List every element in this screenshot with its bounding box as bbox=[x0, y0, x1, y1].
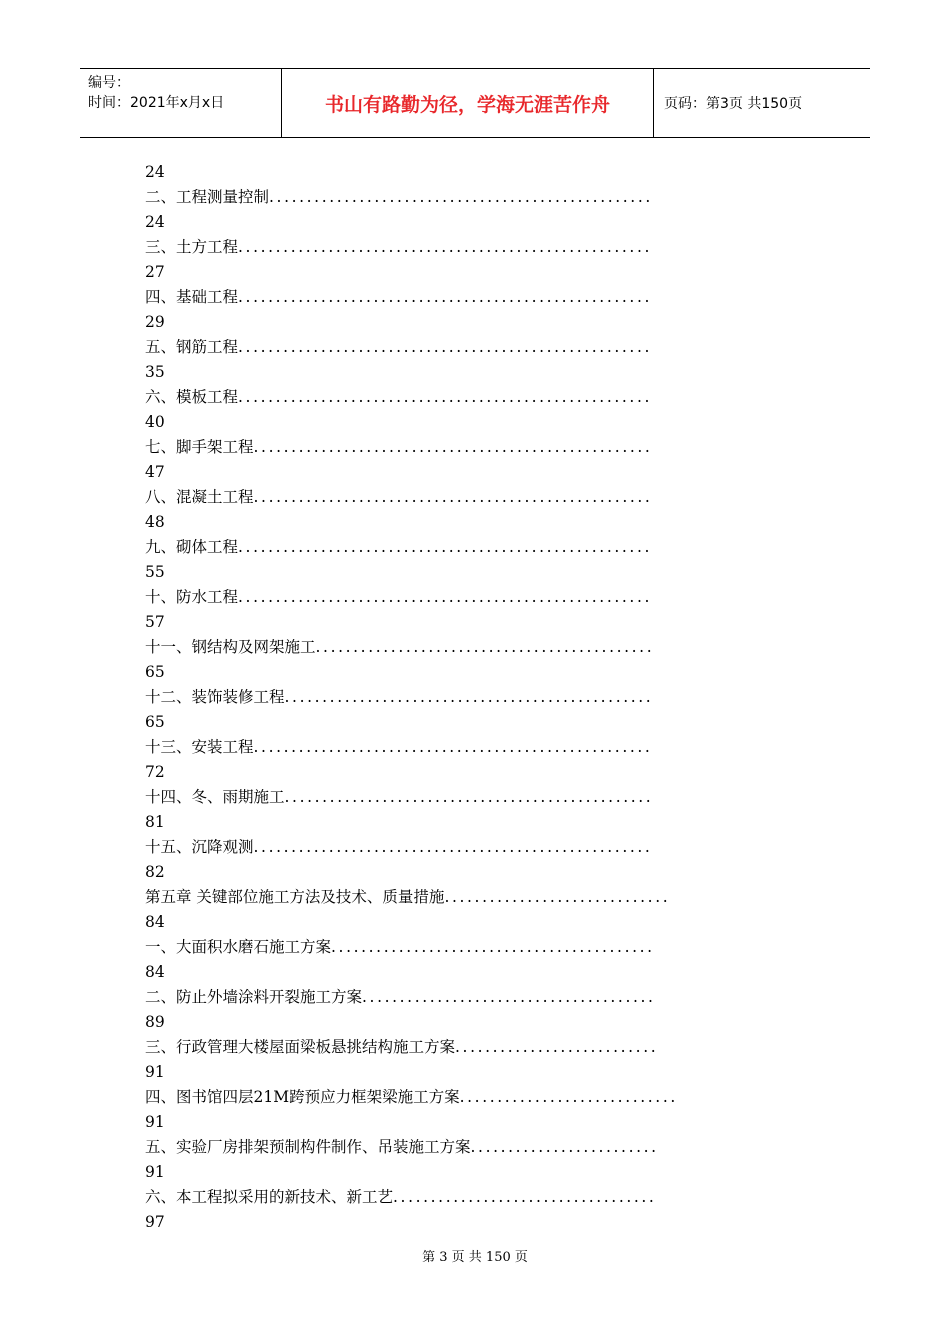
toc-entry bbox=[145, 435, 825, 485]
toc-entry-title: 六、本工程拟采用的新技术、新工艺 bbox=[145, 1188, 394, 1206]
toc-entry-title-line bbox=[145, 335, 825, 360]
toc-entry-title-line bbox=[145, 1135, 825, 1160]
toc-entry-page: 91 bbox=[145, 1163, 165, 1181]
toc-entry-page: 82 bbox=[145, 863, 165, 881]
toc-entry-title: 十一、钢结构及网架施工 bbox=[145, 638, 316, 656]
toc-entry bbox=[145, 1185, 825, 1235]
toc-entry bbox=[145, 535, 825, 585]
toc-entry-title-line bbox=[145, 385, 825, 410]
toc-top-page-number: 24 bbox=[145, 163, 165, 181]
toc-entry-title-line bbox=[145, 885, 825, 910]
toc-entry-page: 65 bbox=[145, 713, 165, 731]
toc-entry-leader: ......................... bbox=[470, 1138, 659, 1156]
toc-entry-title-line bbox=[145, 1185, 825, 1210]
toc-entry-page: 27 bbox=[145, 263, 165, 281]
toc-entry bbox=[145, 385, 825, 435]
toc-entry-page: 84 bbox=[145, 913, 165, 931]
toc-entry-title-line bbox=[145, 1035, 825, 1060]
toc-entry-title: 五、实验厂房排架预制构件制作、吊装施工方案 bbox=[145, 1138, 471, 1156]
page-header bbox=[80, 68, 870, 138]
toc-entries bbox=[145, 185, 825, 1235]
toc-entry bbox=[145, 935, 825, 985]
toc-entry-page: 65 bbox=[145, 663, 165, 681]
toc-entry-title: 四、基础工程 bbox=[145, 288, 239, 306]
toc-entry bbox=[145, 1085, 825, 1135]
toc-entry-title-line bbox=[145, 435, 825, 460]
toc-entry-title: 十、防水工程 bbox=[145, 588, 239, 606]
toc-entry-title: 十五、沉降观测 bbox=[145, 838, 254, 856]
toc-entry-leader: ....................................................... bbox=[238, 238, 653, 256]
toc-entry-page: 97 bbox=[145, 1213, 165, 1231]
header-slogan: 书山有路勤为径，学海无涯苦作舟 bbox=[282, 69, 654, 137]
table-of-contents bbox=[145, 160, 825, 1235]
toc-entry-title: 第五章 关键部位施工方法及技术、质量措施 bbox=[145, 888, 445, 906]
toc-entry-title-line bbox=[145, 985, 825, 1010]
toc-entry-title: 二、防止外墙涂料开裂施工方案 bbox=[145, 988, 363, 1006]
toc-entry-page: 24 bbox=[145, 213, 165, 231]
doc-number-label: 编号： bbox=[88, 75, 130, 91]
toc-entry-page: 81 bbox=[145, 813, 165, 831]
toc-entry-title: 十四、冬、雨期施工 bbox=[145, 788, 285, 806]
toc-entry-leader: ............................................. bbox=[315, 638, 655, 656]
toc-entry-title: 五、钢筋工程 bbox=[145, 338, 239, 356]
toc-entry-leader: ................................................... bbox=[269, 188, 653, 206]
toc-entry-page: 89 bbox=[145, 1013, 165, 1031]
toc-entry-title-line bbox=[145, 485, 825, 510]
toc-entry bbox=[145, 835, 825, 885]
toc-entry-leader: ................................................. bbox=[284, 788, 654, 806]
toc-entry-page: 72 bbox=[145, 763, 165, 781]
toc-entry-leader: ........................... bbox=[455, 1038, 659, 1056]
toc-entry-page: 35 bbox=[145, 363, 165, 381]
toc-entry-title: 七、脚手架工程 bbox=[145, 438, 254, 456]
toc-entry bbox=[145, 185, 825, 235]
doc-time-label: 时间：2021年x月x日 bbox=[88, 95, 225, 111]
toc-entry bbox=[145, 285, 825, 335]
toc-entry bbox=[145, 735, 825, 785]
toc-entry-page: 48 bbox=[145, 513, 165, 531]
toc-entry bbox=[145, 785, 825, 835]
toc-entry-leader: ..................................................... bbox=[253, 488, 653, 506]
toc-entry-page: 84 bbox=[145, 963, 165, 981]
toc-entry-leader: ................................................. bbox=[284, 688, 654, 706]
toc-entry bbox=[145, 1135, 825, 1185]
toc-entry-title: 三、土方工程 bbox=[145, 238, 239, 256]
toc-entry-leader: ....................................................... bbox=[238, 288, 653, 306]
toc-entry-page: 91 bbox=[145, 1063, 165, 1081]
toc-entry bbox=[145, 985, 825, 1035]
toc-entry-leader: ........................................... bbox=[331, 938, 655, 956]
toc-entry-page: 47 bbox=[145, 463, 165, 481]
toc-entry-title-line bbox=[145, 235, 825, 260]
toc-entry-title-line bbox=[145, 785, 825, 810]
toc-entry-title: 一、大面积水磨石施工方案 bbox=[145, 938, 332, 956]
toc-entry-title-line bbox=[145, 685, 825, 710]
toc-entry-leader: ....................................................... bbox=[238, 388, 653, 406]
toc-entry-title: 四、图书馆四层21M跨预应力框架梁施工方案 bbox=[145, 1088, 460, 1106]
toc-entry-title-line bbox=[145, 835, 825, 860]
toc-entry-title: 八、混凝土工程 bbox=[145, 488, 254, 506]
toc-entry-leader: ....................................... bbox=[362, 988, 656, 1006]
toc-entry-leader: ....................................................... bbox=[238, 588, 653, 606]
toc-entry bbox=[145, 685, 825, 735]
header-page-info: 页码：第3页 共150页 bbox=[664, 96, 803, 112]
toc-entry-page: 91 bbox=[145, 1113, 165, 1131]
toc-entry-title-line bbox=[145, 535, 825, 560]
toc-entry bbox=[145, 335, 825, 385]
toc-entry-title-line bbox=[145, 1085, 825, 1110]
toc-entry-leader: ..................................................... bbox=[253, 438, 653, 456]
toc-entry-title-line bbox=[145, 285, 825, 310]
toc-entry bbox=[145, 485, 825, 535]
toc-entry bbox=[145, 1035, 825, 1085]
toc-entry-title: 二、工程测量控制 bbox=[145, 188, 270, 206]
toc-entry-title-line bbox=[145, 635, 825, 660]
toc-entry bbox=[145, 885, 825, 935]
toc-entry-leader: .............................. bbox=[444, 888, 671, 906]
header-meta bbox=[80, 69, 282, 137]
toc-entry-leader: ....................................................... bbox=[238, 538, 653, 556]
toc-entry bbox=[145, 235, 825, 285]
toc-entry-title: 九、砌体工程 bbox=[145, 538, 239, 556]
toc-entry bbox=[145, 635, 825, 685]
toc-entry-title: 六、模板工程 bbox=[145, 388, 239, 406]
toc-entry-title: 十三、安装工程 bbox=[145, 738, 254, 756]
toc-entry-leader: ............................. bbox=[459, 1088, 678, 1106]
toc-entry-leader: ..................................................... bbox=[253, 738, 653, 756]
toc-entry-leader: ....................................................... bbox=[238, 338, 653, 356]
toc-entry-leader: ..................................................... bbox=[253, 838, 653, 856]
toc-entry-page: 40 bbox=[145, 413, 165, 431]
toc-entry-title: 十二、装饰装修工程 bbox=[145, 688, 285, 706]
toc-entry-leader: ................................... bbox=[393, 1188, 657, 1206]
toc-entry bbox=[145, 585, 825, 635]
toc-entry-page: 55 bbox=[145, 563, 165, 581]
toc-entry-page: 57 bbox=[145, 613, 165, 631]
toc-entry-page: 29 bbox=[145, 313, 165, 331]
toc-entry-title-line bbox=[145, 585, 825, 610]
toc-entry-title: 三、行政管理大楼屋面梁板悬挑结构施工方案 bbox=[145, 1038, 456, 1056]
page-footer: 第 3 页 共 150 页 bbox=[422, 1250, 528, 1265]
toc-entry-title-line bbox=[145, 185, 825, 210]
toc-entry-title-line bbox=[145, 935, 825, 960]
toc-entry-title-line bbox=[145, 735, 825, 760]
